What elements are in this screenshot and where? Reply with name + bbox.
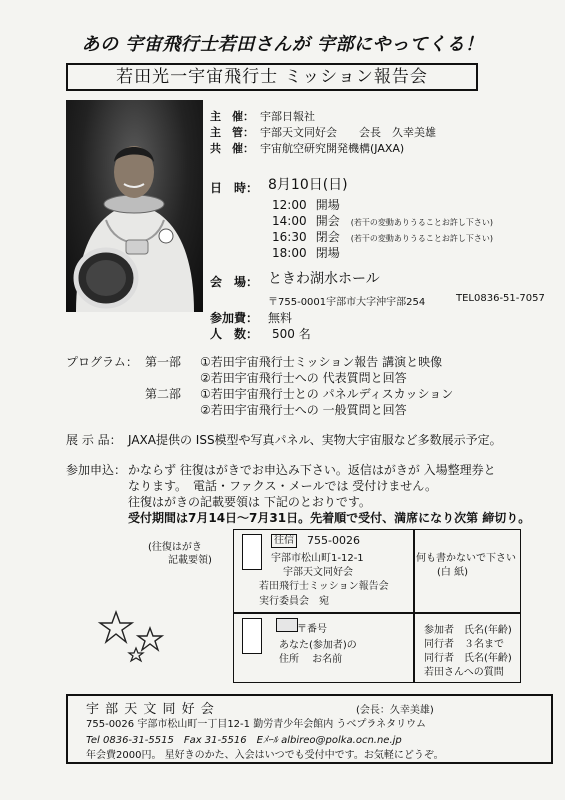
postcard-reply-back-line: 若田さんへの質問 xyxy=(424,667,504,678)
fee-label: 参加費： xyxy=(210,311,259,325)
postcard-reply-zip: 〒番号 xyxy=(297,624,327,635)
time-event: 閉会 xyxy=(315,230,340,244)
organizer-row xyxy=(210,108,436,124)
program-item: ①若田宇宙飛行士との パネルディスカッション xyxy=(200,387,454,401)
time-event: 開場 xyxy=(315,198,340,212)
postcard-reply-back-line: 参加者 氏名(年齢) xyxy=(424,625,512,636)
postcard-out-mark: 往信 xyxy=(271,534,297,548)
venue-label: 会 場： xyxy=(210,275,259,289)
time-note: (若干の変動ありうることお許し下さい) xyxy=(350,234,494,243)
time-note: (若干の変動ありうることお許し下さい) xyxy=(350,218,494,227)
time-list xyxy=(272,194,493,258)
time-row xyxy=(272,226,493,242)
time-event: 閉場 xyxy=(315,246,340,260)
astronaut-illustration xyxy=(66,100,203,312)
organizer-label: 主 催： xyxy=(210,110,254,123)
stars-decoration xyxy=(96,608,176,668)
apply-line: 受付期間は7月14日〜7月31日。先着順で受付、満席になり次第 締切り。 xyxy=(128,511,531,525)
exhibit-value: JAXA提供の ISS模型や写真パネル、実物大宇宙服など多数展示予定。 xyxy=(128,433,502,447)
event-title: 若田光一宇宙飛行士 ミッション報告会 xyxy=(66,63,478,91)
postcard-reply-line: 住所 お名前 xyxy=(279,654,343,665)
postcard-out-line: 宇部市松山町1-12-1 xyxy=(271,553,364,564)
footer-contact: Tel 0836-31-5515 Fax 31-5516 Eﾒｰﾙ albireo@polka.ocn.ne.jp xyxy=(86,735,402,746)
program-label: プログラム： xyxy=(66,355,138,369)
venue-name: ときわ湖水ホール xyxy=(268,271,380,287)
time-value: 16:30 xyxy=(272,230,307,244)
time-row xyxy=(272,194,493,210)
postcard-out-line: 実行委員会 宛 xyxy=(259,596,329,607)
program-item: ②若田宇宙飛行士への 一般質問と回答 xyxy=(200,403,407,417)
organizer-list xyxy=(210,108,436,156)
organizer-row xyxy=(210,124,436,140)
postcard-reply-back-line: 同行者 ３名まで xyxy=(424,639,504,650)
postcard-out-line: 若田飛行士ミッション報告会 xyxy=(259,581,389,592)
program-item: ②若田宇宙飛行士への 代表質問と回答 xyxy=(200,371,407,385)
organizer-label: 主 管： xyxy=(210,126,254,139)
capacity-value: 500 名 xyxy=(272,327,311,341)
postcard-out-line: 宇部天文同好会 xyxy=(283,567,353,578)
postcard-back-note: 何も書かないで下さい xyxy=(416,553,516,564)
postcard-caption: 記載要領) xyxy=(168,555,212,566)
postcard-out-line: 755-0026 xyxy=(307,534,360,547)
footer-fee-note: 年会費2000円。 星好きのかた、入会はいつでも受付中です。お気軽にどうぞ。 xyxy=(86,750,444,761)
stamp-box xyxy=(242,534,262,570)
apply-label: 参加申込： xyxy=(66,463,127,477)
time-value: 14:00 xyxy=(272,214,307,228)
exhibit-label: 展 示 品： xyxy=(66,433,122,447)
postcard-reply-line: あなた(参加者)の xyxy=(279,640,357,651)
time-value: 18:00 xyxy=(272,246,307,260)
capacity-label: 人 数： xyxy=(210,327,259,341)
venue-tel: TEL0836-51-7057 xyxy=(456,293,545,304)
postcard-reply-back-line: 同行者 氏名(年齢) xyxy=(424,653,512,664)
footer-address: 755-0026 宇部市松山町一丁目12-1 勤労青少年会館内 うべプラネタリウム xyxy=(86,719,426,730)
fee-value: 無料 xyxy=(268,311,293,325)
time-row xyxy=(272,210,493,226)
organizer-label: 共 催： xyxy=(210,142,254,155)
time-value: 12:00 xyxy=(272,198,307,212)
organizer-value: 宇宙航空研究開発機構(JAXA) xyxy=(260,142,405,155)
organizer-value: 宇部天文同好会 会長 久幸美雄 xyxy=(260,126,436,139)
time-row xyxy=(272,242,493,258)
event-date: 8月10日(日) xyxy=(268,177,348,193)
venue-address: 〒755-0001宇部市大字沖宇部254 xyxy=(268,297,426,308)
program-part-label: 第一部 xyxy=(145,355,182,369)
footer-chair: (会長：久幸美雄) xyxy=(356,705,434,716)
postcard-caption: (往復はがき xyxy=(148,542,202,553)
time-event: 開会 xyxy=(315,214,340,228)
program-part-label: 第二部 xyxy=(145,387,182,401)
astronaut-photo xyxy=(66,100,203,312)
footer-org-name: 宇 部 天 文 同 好 会 xyxy=(86,702,215,717)
program-item: ①若田宇宙飛行士ミッション報告 講演と映像 xyxy=(200,355,443,369)
date-label: 日 時： xyxy=(210,181,259,195)
organizer-row xyxy=(210,140,436,156)
postcard-back-note: (白 紙) xyxy=(437,567,468,578)
apply-line: なります。 電話・ファクス・メールでは 受付けません。 xyxy=(128,479,437,493)
stamp-box xyxy=(242,618,262,654)
zip-code-box xyxy=(276,618,298,632)
headline: あの 宇宙飛行士若田さんが 宇部にやってくる！ xyxy=(81,34,484,55)
organizer-value: 宇部日報社 xyxy=(260,110,315,123)
apply-line: かならず 往復はがきでお申込み下さい。返信はがきが 入場整理券と xyxy=(128,463,496,477)
apply-line: 往復はがきの記載要領は 下記のとおりです。 xyxy=(128,495,371,509)
